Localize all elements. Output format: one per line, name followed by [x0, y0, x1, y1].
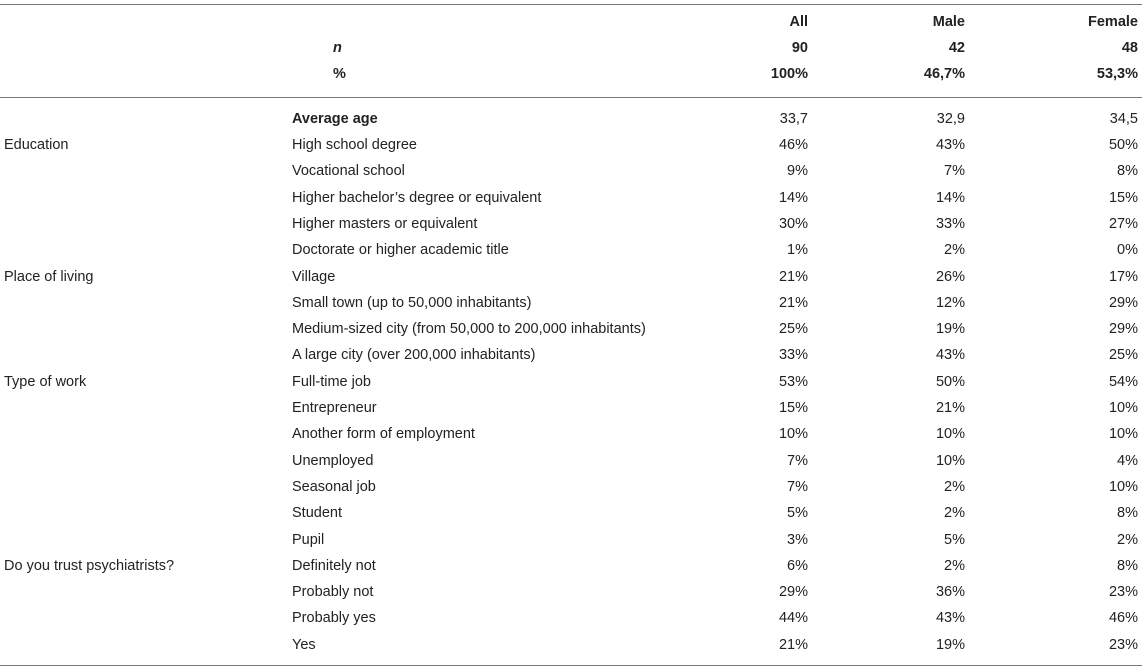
table-row: [0, 579, 1142, 605]
value-female: 0%: [1117, 242, 1138, 259]
row-label: Doctorate or higher academic title: [292, 242, 509, 259]
value-male: 33%: [935, 215, 965, 232]
table-row: [0, 395, 1142, 421]
header-pct-row: [0, 61, 1142, 87]
header-columns-row: [0, 9, 1142, 35]
value-all: 9%: [787, 163, 808, 180]
row-label: Average age: [292, 111, 378, 127]
value-male: 43%: [935, 347, 965, 364]
value-male: 43%: [935, 610, 965, 627]
table-row: [0, 237, 1142, 263]
header-pct-all: 100%: [770, 66, 808, 82]
category-label: Place of living: [4, 268, 94, 285]
row-label: Full-time job: [292, 373, 371, 390]
table-row: [0, 632, 1142, 658]
row-label: Yes: [292, 636, 316, 653]
value-male: 50%: [935, 373, 965, 390]
value-all: 33,7: [779, 111, 808, 127]
value-female: 8%: [1117, 505, 1138, 522]
value-male: 36%: [935, 584, 965, 601]
value-all: 21%: [778, 294, 808, 311]
value-female: 10%: [1108, 400, 1138, 416]
value-female: 23%: [1108, 636, 1138, 653]
header-n-male: 42: [948, 40, 965, 56]
row-label: Unemployed: [292, 452, 374, 469]
value-all: 6%: [787, 557, 808, 574]
value-all: 15%: [778, 400, 808, 416]
value-male: 14%: [935, 189, 965, 206]
row-label: Definitely not: [292, 557, 376, 574]
table-row: [0, 185, 1142, 211]
value-all: 1%: [787, 242, 808, 259]
value-male: 2%: [944, 557, 965, 574]
value-male: 21%: [935, 400, 965, 416]
header-n-label: n: [333, 40, 342, 56]
table-row: [0, 448, 1142, 474]
value-male: 43%: [935, 137, 965, 153]
value-all: 33%: [778, 347, 808, 364]
bottom-rule: [0, 665, 1142, 666]
table-row: [0, 474, 1142, 500]
row-label: Vocational school: [292, 163, 405, 180]
table-row: [0, 290, 1142, 316]
value-all: 29%: [778, 584, 808, 601]
category-label: Education: [4, 137, 69, 153]
value-male: 10%: [935, 452, 965, 469]
value-female: 29%: [1108, 321, 1138, 338]
table-row: [0, 369, 1142, 395]
value-male: 2%: [944, 505, 965, 522]
value-female: 10%: [1108, 426, 1138, 443]
category-label: Type of work: [4, 373, 87, 390]
table-row-average-age: [0, 106, 1142, 132]
header-rule: [0, 97, 1142, 98]
header-female: Female: [1088, 14, 1138, 30]
category-label: Do you trust psychiatrists?: [4, 557, 175, 574]
row-label: Pupil: [292, 531, 325, 548]
value-all: 21%: [778, 636, 808, 653]
value-all: 10%: [778, 426, 808, 443]
value-male: 10%: [935, 426, 965, 443]
table-row: [0, 132, 1142, 158]
value-all: 25%: [778, 321, 808, 338]
top-rule: [0, 4, 1142, 5]
value-female: 54%: [1108, 373, 1138, 390]
value-male: 2%: [944, 242, 965, 259]
header-n-all: 90: [791, 40, 808, 56]
value-female: 10%: [1108, 478, 1138, 495]
row-label: Probably yes: [292, 610, 376, 627]
value-all: 3%: [787, 531, 808, 548]
value-female: 25%: [1108, 347, 1138, 364]
value-male: 26%: [935, 268, 965, 285]
header-male: Male: [932, 14, 965, 30]
header-all: All: [789, 14, 808, 30]
value-all: 5%: [787, 505, 808, 522]
value-all: 14%: [778, 189, 808, 206]
table-row: [0, 527, 1142, 553]
value-female: 4%: [1117, 452, 1138, 469]
value-male: 32,9: [936, 111, 965, 127]
value-all: 21%: [778, 268, 808, 285]
table-row: [0, 316, 1142, 342]
table-row: [0, 605, 1142, 631]
row-label: Probably not: [292, 584, 374, 601]
value-female: 17%: [1108, 268, 1138, 285]
table-row: [0, 158, 1142, 184]
value-all: 44%: [778, 610, 808, 627]
header-n-row: [0, 35, 1142, 61]
table-row: [0, 553, 1142, 579]
value-female: 50%: [1108, 137, 1138, 153]
row-label: Another form of employment: [292, 426, 475, 443]
row-label: Seasonal job: [292, 478, 376, 495]
value-all: 7%: [787, 478, 808, 495]
value-female: 8%: [1117, 163, 1138, 180]
table-row: [0, 211, 1142, 237]
table-row: [0, 500, 1142, 526]
header-pct-female: 53,3%: [1096, 66, 1138, 82]
value-male: 5%: [944, 531, 965, 548]
header-n-female: 48: [1121, 40, 1138, 56]
value-female: 8%: [1117, 557, 1138, 574]
row-label: Higher masters or equivalent: [292, 215, 478, 232]
value-male: 7%: [944, 163, 965, 180]
row-label: Entrepreneur: [292, 400, 377, 416]
row-label: High school degree: [292, 137, 417, 153]
row-label: A large city (over 200,000 inhabitants): [292, 347, 536, 364]
value-all: 30%: [778, 215, 808, 232]
row-label: Higher bachelor’s degree or equivalent: [292, 189, 542, 206]
row-label: Medium-sized city (from 50,000 to 200,000 inhabitants): [292, 321, 646, 338]
table-row: [0, 342, 1142, 368]
value-female: 29%: [1108, 294, 1138, 311]
row-label: Village: [292, 268, 336, 285]
value-female: 2%: [1117, 531, 1138, 548]
header-pct-male: 46,7%: [923, 66, 965, 82]
table-row: [0, 264, 1142, 290]
value-male: 19%: [935, 636, 965, 653]
row-label: Student: [292, 505, 342, 522]
value-male: 19%: [935, 321, 965, 338]
table-row: [0, 421, 1142, 447]
value-male: 2%: [944, 478, 965, 495]
value-all: 46%: [778, 137, 808, 153]
value-all: 7%: [787, 452, 808, 469]
row-label: Small town (up to 50,000 inhabitants): [292, 294, 532, 311]
value-male: 12%: [935, 294, 965, 311]
header-pct-label: %: [333, 66, 346, 82]
value-female: 27%: [1108, 215, 1138, 232]
value-female: 23%: [1108, 584, 1138, 601]
value-female: 46%: [1108, 610, 1138, 627]
value-female: 15%: [1108, 189, 1138, 206]
value-all: 53%: [778, 373, 808, 390]
value-female: 34,5: [1109, 111, 1138, 127]
